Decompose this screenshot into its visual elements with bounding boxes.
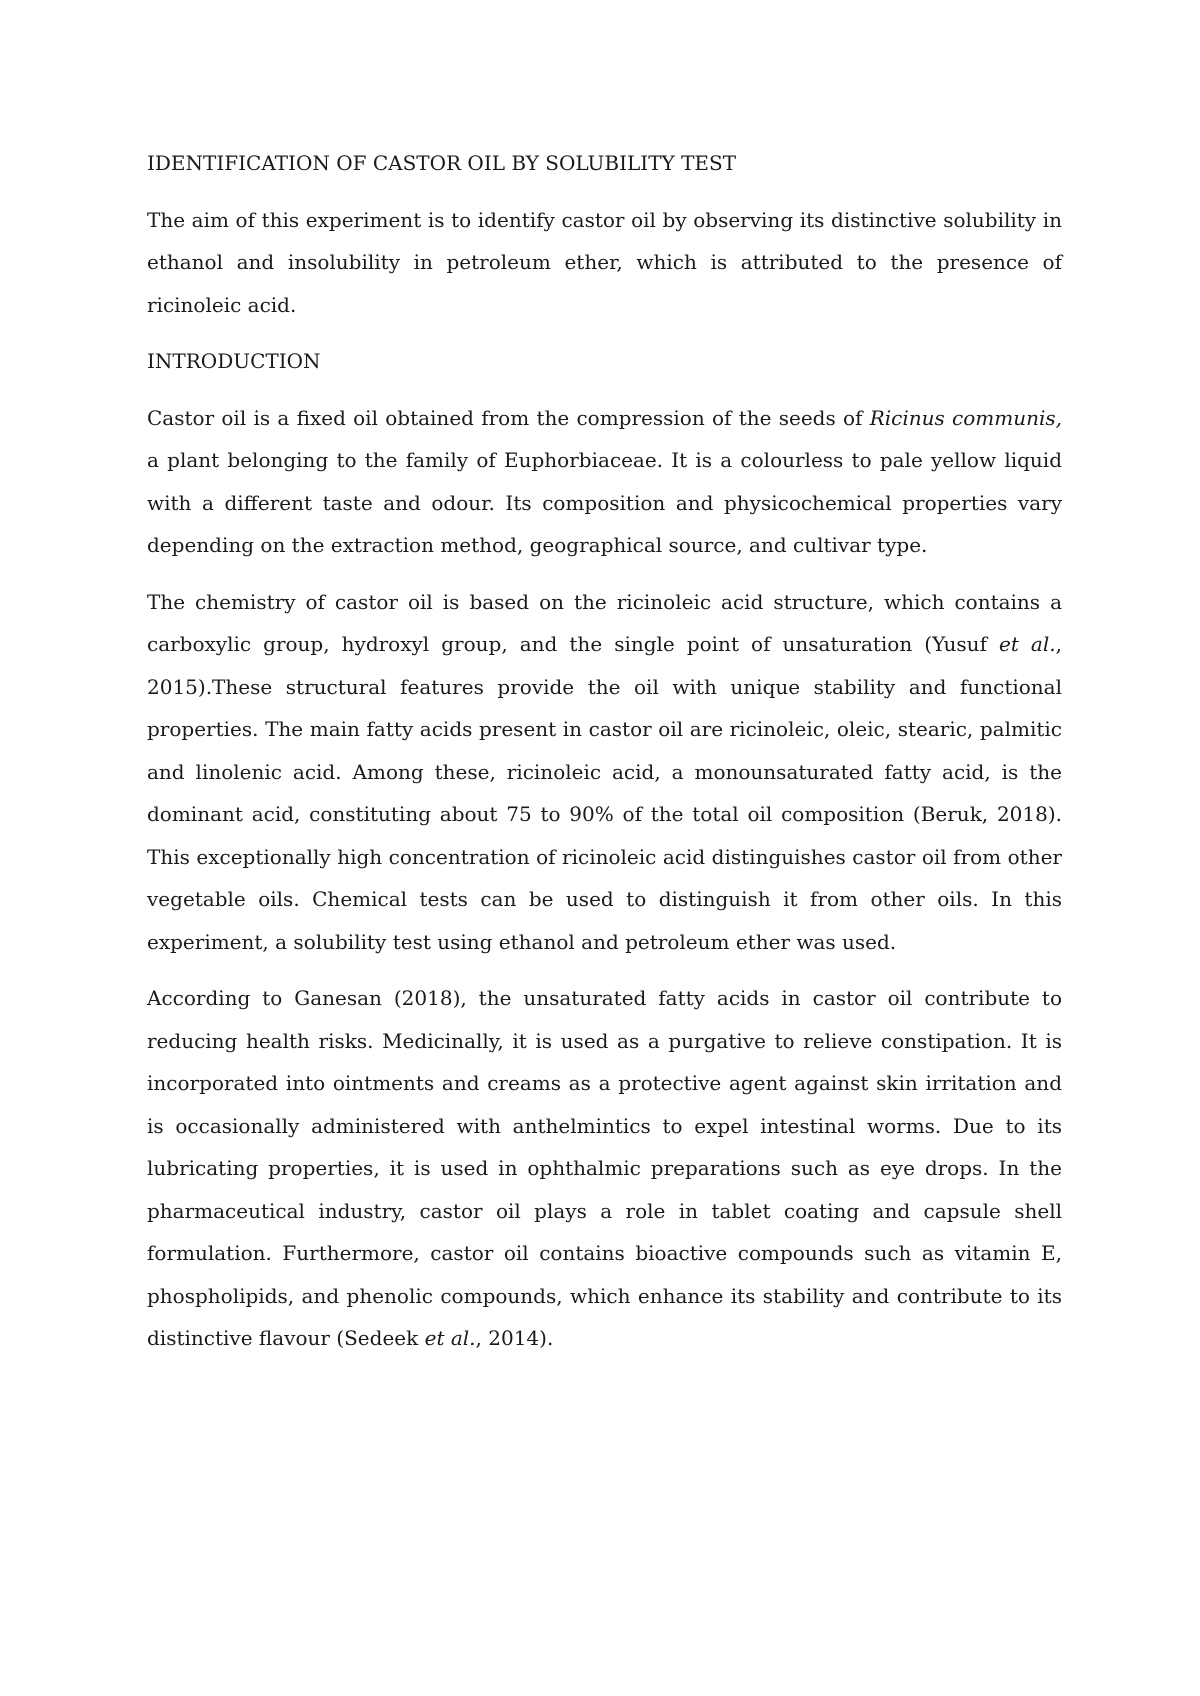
- citation-et-al: et al.: [424, 1326, 476, 1350]
- species-name: Ricinus communis,: [869, 405, 1062, 430]
- intro-paragraph-1: [147, 397, 1062, 567]
- aim-paragraph: The aim of this experiment is to identify castor oil by observing its distinctive solubility in ethanol and insolubility in petroleum ether, which is attributed to the presence of ricinoleic acid.: [147, 207, 1062, 317]
- intro-p3-text-a: According to Ganesan (2018), the unsaturated fatty acids in castor oil contribute to reducing health risks. Medicinally, it is used as a purgative to relieve constipation. It is incorporated into ointments and creams as a protective agent against skin irritation and is occasionally administered with anthelmintics to expel intestinal worms. Due to its lubricating properties, it is used in ophthalmic preparations such as eye drops. In the pharmaceutical industry, castor oil plays a role in tablet coating and capsule shell formulation. Furthermore, castor oil contains bioactive compounds such as vitamin E, phospholipids, and phenolic compounds, which enhance its stability and contribute to its distinctive flavour (Sedeek: [147, 986, 1062, 1350]
- intro-p2-text-a: The chemistry of castor oil is based on the ricinoleic acid structure, which contains a carboxylic group, hydroxyl group, and the single point of unsaturation (Yusuf: [147, 589, 1062, 656]
- introduction-heading: INTRODUCTION: [147, 349, 321, 373]
- intro-paragraph-2: [147, 581, 1062, 964]
- citation-et-al: et al.: [999, 632, 1056, 656]
- intro-p2-text-b: , 2015).These structural features provide the oil with unique stability and functional properties. The main fatty acids present in castor oil are ricinoleic, oleic, stearic, palmitic and linolenic acid. Among these, ricinoleic acid, a monounsaturated fatty acid, is the dominant acid, constituting about 75 to 90% of the total oil composition (Beruk, 2018). This exceptionally high concentration of ricinoleic acid distinguishes castor oil from other vegetable oils. Chemical tests can be used to distinguish it from other oils. In this experiment, a solubility test using ethanol and petroleum ether was used.: [147, 632, 1062, 954]
- document-body: [147, 142, 1062, 1374]
- intro-paragraph-3: [147, 977, 1062, 1360]
- document-title: IDENTIFICATION OF CASTOR OIL BY SOLUBILITY TEST: [147, 151, 737, 175]
- intro-p3-text-b: , 2014).: [475, 1326, 554, 1350]
- intro-p1-text-a: Castor oil is a fixed oil obtained from the compression of the seeds of: [147, 405, 870, 430]
- intro-p1-text-b: a plant belonging to the family of Euphorbiaceae. It is a colourless to pale yellow liquid with a different taste and odour. Its composition and physicochemical properties vary depending on the extraction method, geographical source, and cultivar type.: [147, 448, 1062, 557]
